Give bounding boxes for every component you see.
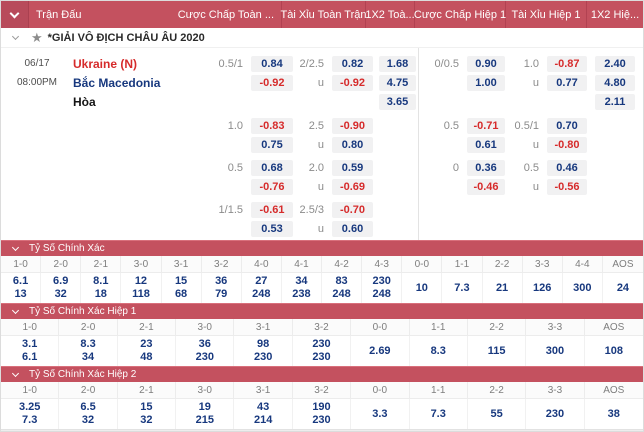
h1-ou-odds <box>547 94 587 110</box>
score-header-3-2: 3-2 <box>293 319 351 335</box>
score-header-1-0: 1-0 <box>1 256 41 272</box>
score-header-2-0: 2-0 <box>59 382 117 398</box>
score-odds-value[interactable]: 18 <box>94 288 107 300</box>
odds-table-header <box>1 1 643 28</box>
section-title: Tỷ Số Chính Xác Hiệp 1 <box>29 306 137 317</box>
score-odds-value[interactable]: 230 <box>545 407 565 420</box>
score-odds-value[interactable]: 10 <box>415 281 428 294</box>
score-cell-3-0 <box>176 399 234 429</box>
ft-ou-line: u <box>317 180 324 193</box>
score-odds-value[interactable]: 32 <box>54 288 67 300</box>
score-cell-3-1 <box>234 336 292 366</box>
score-header-3-0: 3-0 <box>176 319 234 335</box>
h1-ou-line: 0.5 <box>523 161 539 174</box>
score-odds-value[interactable]: 6.1 <box>12 275 29 287</box>
score-odds-value[interactable]: 8.3 <box>80 338 96 350</box>
ft-ou-odds[interactable]: -0.90 <box>332 118 373 134</box>
score-odds-value[interactable]: 248 <box>252 288 271 300</box>
score-header-3-0: 3-0 <box>176 382 234 398</box>
score-odds-value[interactable]: 36 <box>198 338 211 350</box>
score-odds-value[interactable]: 79 <box>215 288 228 300</box>
score-cell-4-3 <box>362 273 402 303</box>
score-odds-value[interactable]: 7.3 <box>22 414 38 426</box>
h1-handicap-odds <box>467 202 505 218</box>
score-odds-value[interactable]: 248 <box>372 288 391 300</box>
score-odds-value[interactable]: 36 <box>215 275 228 287</box>
draw-label: Hòa <box>73 94 96 109</box>
h1-handicap-odds[interactable]: 0.90 <box>467 56 505 72</box>
score-cell-0-0 <box>351 336 409 366</box>
ft-1x2-odds[interactable]: 4.75 <box>379 75 416 91</box>
ft-1x2-odds <box>379 221 416 237</box>
ft-1x2-odds[interactable]: 3.65 <box>379 94 416 110</box>
correct-score-section-half2 <box>1 366 643 429</box>
h1-handicap-line: 0 <box>452 161 459 174</box>
score-odds-value[interactable]: 230 <box>253 351 273 363</box>
score-odds-value[interactable]: 34 <box>81 351 95 363</box>
score-odds-value[interactable]: 118 <box>132 288 150 300</box>
score-cell-AOS <box>603 273 643 303</box>
ft-handicap-odds[interactable]: -0.83 <box>251 118 293 134</box>
score-odds-value[interactable]: 8.1 <box>93 275 109 287</box>
score-header-AOS: AOS <box>603 384 625 396</box>
score-cell-3-2 <box>293 336 351 366</box>
ft-handicap-line: 1/1.5 <box>218 203 243 216</box>
h1-ou-odds[interactable]: -0.80 <box>547 137 587 153</box>
score-header-0-0: 0-0 <box>402 256 442 272</box>
ft-ou-odds[interactable]: 0.59 <box>332 160 373 176</box>
col-header-h1-handicap: Cược Chấp Hiệp 1 <box>415 1 506 28</box>
ft-ou-odds[interactable]: -0.69 <box>332 179 373 195</box>
h1-ou-line: u <box>532 76 539 89</box>
score-cell-3-0 <box>121 273 161 303</box>
score-header-3-1: 3-1 <box>234 382 292 398</box>
match-time: 08:00PM <box>16 77 58 88</box>
h1-handicap-odds <box>467 94 505 110</box>
h1-1x2-odds <box>595 118 635 134</box>
score-odds-values <box>1 273 643 303</box>
section-title: Tỷ Số Chính Xác <box>29 243 105 254</box>
score-columns-header <box>1 319 643 336</box>
score-header-1-1: 1-1 <box>410 382 468 398</box>
score-cell-3-0 <box>176 336 234 366</box>
score-odds-value[interactable]: 19 <box>198 401 211 413</box>
ft-1x2-odds <box>379 179 416 195</box>
ft-1x2-odds <box>379 160 416 176</box>
ft-1x2-odds <box>379 118 416 134</box>
h1-handicap-odds[interactable]: 1.00 <box>467 75 505 91</box>
ft-handicap-odds[interactable]: -0.61 <box>251 202 293 218</box>
score-header-4-4: 4-4 <box>563 256 603 272</box>
score-header-1-1: 1-1 <box>442 256 482 272</box>
score-cell-2-2 <box>483 273 523 303</box>
column-divider <box>418 48 419 240</box>
ft-handicap-odds[interactable]: 0.53 <box>251 221 293 237</box>
score-odds-value[interactable]: 215 <box>195 414 214 426</box>
h1-ou-odds[interactable]: -0.56 <box>547 179 587 195</box>
ft-handicap-line: 1.0 <box>227 119 243 132</box>
h1-handicap-odds <box>467 221 505 237</box>
score-odds-value[interactable]: 6.1 <box>22 351 38 363</box>
score-odds-value[interactable]: 24 <box>616 281 630 294</box>
h1-handicap-odds[interactable]: -0.71 <box>467 118 505 134</box>
ft-handicap-line: 0.5 <box>227 161 243 174</box>
score-cell-3-2 <box>202 273 242 303</box>
correct-score-section-half1 <box>1 303 643 366</box>
chevron-down-icon <box>1 374 29 376</box>
match-odds-block <box>1 48 643 240</box>
ft-handicap-odds[interactable]: 0.68 <box>251 160 293 176</box>
h1-ou-line: u <box>532 180 539 193</box>
ft-ou-line: 2.5/3 <box>299 203 324 216</box>
score-header-2-2: 2-2 <box>468 382 526 398</box>
ft-ou-line: u <box>317 138 324 151</box>
score-cell-2-1 <box>81 273 121 303</box>
score-odds-values <box>1 336 643 366</box>
chevron-down-icon <box>1 248 29 250</box>
h1-ou-line: u <box>532 138 539 151</box>
ft-ou-odds[interactable]: 0.60 <box>332 221 373 237</box>
ft-1x2-odds <box>379 137 416 153</box>
score-odds-value[interactable]: 115 <box>487 344 506 357</box>
score-odds-value[interactable]: 32 <box>81 414 95 426</box>
score-header-AOS: AOS <box>612 258 634 270</box>
col-header-ft-overunder: Tài Xỉu Toàn Trận <box>282 1 366 28</box>
score-cell-1-0 <box>1 273 41 303</box>
score-odds-value[interactable]: 2.69 <box>369 344 391 357</box>
h1-handicap-line: 0/0.5 <box>434 57 459 70</box>
score-header-2-1: 2-1 <box>118 382 176 398</box>
score-odds-value[interactable]: 300 <box>573 281 592 294</box>
score-odds-value[interactable]: 6.9 <box>53 275 69 287</box>
score-header-3-0: 3-0 <box>121 256 161 272</box>
ft-ou-line: 2/2.5 <box>299 57 324 70</box>
score-odds-value[interactable]: 108 <box>604 344 623 357</box>
score-header-3-1: 3-1 <box>234 319 292 335</box>
score-odds-value[interactable]: 230 <box>195 351 214 363</box>
favorite-star-icon[interactable]: ★ <box>31 30 43 45</box>
score-header-4-0: 4-0 <box>242 256 282 272</box>
score-odds-value[interactable]: 68 <box>174 288 188 300</box>
ft-ou-odds[interactable]: -0.70 <box>332 202 373 218</box>
ft-ou-odds <box>332 94 373 110</box>
ft-ou-line: u <box>317 222 324 235</box>
league-collapse-button[interactable] <box>1 37 29 39</box>
score-odds-value[interactable]: 190 <box>312 401 331 413</box>
score-cell-2-0 <box>59 336 117 366</box>
score-cell-1-1 <box>410 399 468 429</box>
score-cell-2-2 <box>468 399 526 429</box>
score-cell-3-1 <box>234 399 292 429</box>
score-cell-1-0 <box>1 336 59 366</box>
score-columns-header <box>1 382 643 399</box>
score-odds-value[interactable]: 7.3 <box>454 281 470 294</box>
h1-ou-odds <box>547 221 587 237</box>
score-odds-value[interactable]: 126 <box>533 281 552 294</box>
score-header-2-1: 2-1 <box>118 319 176 335</box>
h1-handicap-odds[interactable]: 0.36 <box>467 160 505 176</box>
section-header-bar[interactable] <box>1 366 643 382</box>
h1-handicap-line: 0.5 <box>443 119 459 132</box>
h1-1x2-odds[interactable]: 2.40 <box>595 56 635 72</box>
h1-1x2-odds <box>595 202 635 218</box>
score-cell-4-4 <box>563 273 603 303</box>
col-header-match: Trận Đấu <box>36 8 82 21</box>
col-header-ft-1x2: 1X2 Toà... <box>366 1 415 28</box>
score-odds-value[interactable]: 248 <box>332 288 351 300</box>
score-cell-4-1 <box>282 273 322 303</box>
section-header-bar[interactable] <box>1 303 643 319</box>
ft-handicap-odds[interactable]: -0.92 <box>251 75 293 91</box>
score-cell-AOS <box>585 399 643 429</box>
h1-ou-odds[interactable]: 0.46 <box>547 160 587 176</box>
ft-handicap-odds <box>251 94 293 110</box>
score-header-4-1: 4-1 <box>282 256 322 272</box>
score-header-0-0: 0-0 <box>351 382 409 398</box>
odds-row <box>1 116 643 154</box>
score-cell-2-1 <box>118 336 176 366</box>
score-odds-value[interactable]: 8.3 <box>430 344 446 357</box>
score-odds-value[interactable]: 214 <box>253 414 273 426</box>
h1-ou-odds[interactable]: 0.77 <box>547 75 587 91</box>
score-header-AOS: AOS <box>603 321 625 333</box>
ft-ou-line: u <box>317 76 324 89</box>
section-title: Tỷ Số Chính Xác Hiệp 2 <box>29 369 137 380</box>
league-row <box>1 28 643 48</box>
score-cell-3-1 <box>162 273 202 303</box>
score-header-2-2: 2-2 <box>468 319 526 335</box>
score-odds-value[interactable]: 38 <box>607 407 620 420</box>
score-odds-values <box>1 399 643 429</box>
score-header-3-3: 3-3 <box>523 256 563 272</box>
ft-handicap-odds[interactable]: 0.75 <box>251 137 293 153</box>
score-columns-header <box>1 256 643 273</box>
h1-1x2-odds <box>595 179 635 195</box>
score-odds-value[interactable]: 3.1 <box>22 338 38 350</box>
score-odds-value[interactable]: 6.5 <box>80 401 96 413</box>
score-header-2-0: 2-0 <box>41 256 81 272</box>
h1-ou-odds[interactable]: -0.87 <box>547 56 587 72</box>
score-header-2-2: 2-2 <box>483 256 523 272</box>
score-header-1-1: 1-1 <box>410 319 468 335</box>
score-cell-4-0 <box>242 273 282 303</box>
score-header-3-2: 3-2 <box>202 256 242 272</box>
h1-handicap-odds[interactable]: -0.46 <box>467 179 505 195</box>
score-cell-3-3 <box>526 399 584 429</box>
score-odds-value[interactable]: 21 <box>495 281 509 294</box>
score-cell-1-1 <box>442 273 482 303</box>
correct-score-section-fulltime <box>1 240 643 303</box>
odds-row <box>1 200 643 238</box>
score-odds-value[interactable]: 7.3 <box>430 407 446 420</box>
score-odds-value[interactable]: 43 <box>257 401 270 413</box>
ft-1x2-odds[interactable]: 1.68 <box>379 56 416 72</box>
score-cell-3-2 <box>293 399 351 429</box>
ft-ou-odds[interactable]: 0.82 <box>332 56 373 72</box>
score-odds-value[interactable]: 83 <box>335 275 348 287</box>
score-cell-1-1 <box>410 336 468 366</box>
score-odds-value[interactable]: 15 <box>140 401 153 413</box>
h1-1x2-odds[interactable]: 4.80 <box>595 75 635 91</box>
col-header-h1-1x2: 1X2 Hiệ... <box>590 8 640 21</box>
score-odds-value[interactable]: 230 <box>312 338 331 350</box>
score-header-4-3: 4-3 <box>362 256 402 272</box>
score-odds-value[interactable]: 230 <box>372 275 391 287</box>
h1-1x2-odds <box>595 160 635 176</box>
ft-1x2-odds <box>379 202 416 218</box>
section-header-bar[interactable] <box>1 240 643 256</box>
score-odds-value[interactable]: 32 <box>140 414 153 426</box>
h1-ou-line: 0.5/1 <box>514 119 539 132</box>
score-cell-2-1 <box>118 399 176 429</box>
score-odds-value[interactable]: 230 <box>312 414 331 426</box>
score-header-1-0: 1-0 <box>1 382 59 398</box>
score-odds-value[interactable]: 98 <box>257 338 270 350</box>
score-odds-value[interactable]: 55 <box>490 407 503 420</box>
chevron-down-icon <box>10 8 20 18</box>
h1-ou-line: 1.0 <box>523 57 539 70</box>
home-team[interactable]: Ukraine (N) <box>73 56 138 71</box>
score-cell-2-0 <box>41 273 81 303</box>
odds-row <box>1 158 643 196</box>
score-odds-value[interactable]: 34 <box>295 275 308 287</box>
col-header-ft-handicap: Cược Chấp Toàn ... <box>177 1 282 28</box>
score-header-3-3: 3-3 <box>526 319 584 335</box>
ft-ou-odds[interactable]: 0.80 <box>332 137 373 153</box>
score-header-2-0: 2-0 <box>59 319 117 335</box>
score-odds-value[interactable]: 3.3 <box>372 407 388 420</box>
score-cell-3-3 <box>523 273 563 303</box>
score-cell-2-2 <box>468 336 526 366</box>
score-header-3-1: 3-1 <box>162 256 202 272</box>
away-team[interactable]: Bắc Macedonia <box>73 75 161 90</box>
score-header-1-0: 1-0 <box>1 319 59 335</box>
ft-handicap-odds[interactable]: -0.76 <box>251 179 293 195</box>
league-name: *GIẢI VÔ ĐỊCH CHÂU ÂU 2020 <box>47 31 205 44</box>
h1-1x2-odds[interactable]: 2.11 <box>595 94 635 110</box>
score-header-2-1: 2-1 <box>81 256 121 272</box>
ft-ou-line: 2.0 <box>308 161 324 174</box>
chevron-down-icon <box>11 32 18 39</box>
score-odds-value[interactable]: 13 <box>14 288 27 300</box>
collapse-all-button[interactable] <box>1 1 29 28</box>
score-cell-2-0 <box>59 399 117 429</box>
score-cell-1-0 <box>1 399 59 429</box>
score-odds-value[interactable]: 238 <box>292 288 311 300</box>
score-odds-value[interactable]: 300 <box>545 344 565 357</box>
ft-handicap-line: 0.5/1 <box>218 57 243 70</box>
score-header-4-2: 4-2 <box>322 256 362 272</box>
h1-ou-odds[interactable]: 0.70 <box>547 118 587 134</box>
score-header-0-0: 0-0 <box>351 319 409 335</box>
score-odds-value[interactable]: 23 <box>140 338 153 350</box>
h1-ou-odds <box>547 202 587 218</box>
col-header-h1-overunder: Tài Xỉu Hiệp 1 <box>506 1 587 28</box>
ft-ou-line: 2.5 <box>308 119 324 132</box>
h1-1x2-odds <box>595 137 635 153</box>
score-header-3-2: 3-2 <box>293 382 351 398</box>
score-header-3-3: 3-3 <box>526 382 584 398</box>
score-odds-value[interactable]: 15 <box>174 275 188 287</box>
score-odds-value[interactable]: 230 <box>312 351 331 363</box>
odds-row <box>1 54 643 111</box>
score-cell-4-2 <box>322 273 362 303</box>
score-odds-value[interactable]: 3.25 <box>18 401 41 413</box>
score-odds-value[interactable]: 12 <box>134 275 148 287</box>
chevron-down-icon <box>1 311 29 313</box>
ft-ou-odds[interactable]: -0.92 <box>332 75 373 91</box>
h1-1x2-odds <box>595 221 635 237</box>
h1-handicap-odds[interactable]: 0.61 <box>467 137 505 153</box>
score-cell-0-0 <box>402 273 442 303</box>
match-date: 06/17 <box>24 58 50 69</box>
ft-handicap-odds[interactable]: 0.84 <box>251 56 293 72</box>
score-odds-value[interactable]: 27 <box>255 275 268 287</box>
score-odds-value[interactable]: 48 <box>140 351 153 363</box>
score-cell-3-3 <box>526 336 584 366</box>
score-cell-AOS <box>585 336 643 366</box>
score-cell-0-0 <box>351 399 409 429</box>
